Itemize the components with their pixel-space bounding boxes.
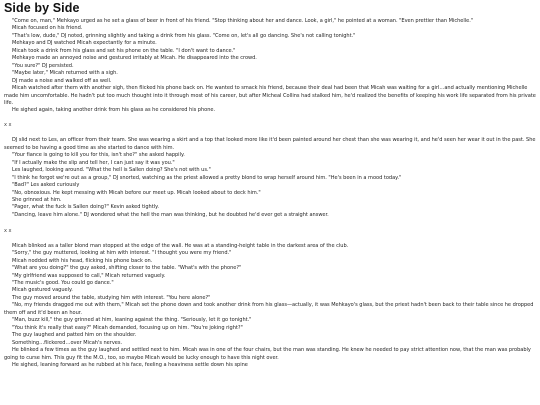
story-paragraph: DJ made a noise and walked off as well. bbox=[12, 77, 112, 84]
scene-break: x x bbox=[4, 122, 12, 129]
story-paragraph: "Come on, man," Mehkayo urged as he set a glass of beer in front of his friend. "Stop thinking about her and dance. Look, a girl," he pointed at a woman. "Even prettier than Michelle." bbox=[12, 18, 474, 24]
story-paragraph: Micah gestured vaguely. bbox=[12, 287, 73, 294]
story-paragraph: Mehkayo made an annoyed noise and gestured irritably at Micah. He disappeared into the crowd. bbox=[12, 55, 257, 62]
story-paragraph: Micah watched after them with another sigh, then flicked his phone back on. He wanted to smack his friend, because their deal had been that Micah was waiting for a girl…and actually mentioning Michelle made him uncomfortable. He hadn't put too much thought into it through most of his career, but after Micheal Collins had stalked him, he'd realized the benefits of keeping his work life separated from his private life. bbox=[4, 85, 536, 106]
story-paragraph: "Your fiance is going to kill you for this, isn't she?" she asked happily. bbox=[12, 152, 185, 159]
story-paragraph: "You sure?" DJ persisted. bbox=[12, 62, 74, 69]
story-paragraph: Micah focused on his friend. bbox=[12, 25, 83, 32]
story-paragraph: "No, obnoxious. He kept messing with Micah before our meet up. Micah looked about to deck him." bbox=[12, 189, 261, 196]
story-paragraph: She grinned at him. bbox=[12, 196, 62, 203]
story-paragraph: "Maybe later," Micah returned with a sigh. bbox=[12, 70, 118, 77]
story-paragraph: "No, my friends dragged me out with them," Micah set the phone down and took another drink from his glass—actually, it was Mehkayo's glass, but the priest hadn't been back to their table since he dropped them off and it'd been an hour. bbox=[4, 302, 534, 316]
story-paragraph: "Bad?" Les asked curiously bbox=[12, 182, 80, 189]
story-paragraph: He sighed, leaning forward as he rubbed at his face, feeling a heaviness settle down his spine bbox=[12, 362, 248, 368]
story-paragraph: "Sorry," the guy muttered, looking at him with interest. "I thought you were my friend." bbox=[12, 250, 232, 257]
story-paragraph: Something…flickered…over Micah's nerves. bbox=[12, 339, 123, 346]
story-paragraph: The guy laughed and patted him on the shoulder. bbox=[12, 332, 137, 339]
story-paragraph: "My girlfriend was supposed to call," Micah returned vaguely. bbox=[12, 272, 166, 279]
story-paragraph: Mehkayo and DJ watched Micah expectantly for a minute. bbox=[12, 40, 157, 47]
story-paragraph: He sighed again, taking another drink from his glass as he considered his phone. bbox=[12, 107, 216, 114]
scene-break: x x bbox=[4, 227, 12, 234]
story-paragraph: He blinked a few times as the guy laughed and settled next to him. Micah was in one of the four chairs, but the man was standing. He knew he needed to pay strict attention now, that the man was probably going to curse him. This guy fit the M.O., too, so maybe Micah would be lucky enough to have this night over. bbox=[4, 347, 531, 361]
story-paragraph: "Pager, what the fuck is Sallen doing?" Kevin asked tightly. bbox=[12, 204, 159, 211]
story-paragraph: "That's low, dude," DJ noted, grinning slightly and taking a drink from his glass. "Come on, let's all go dancing. She's not calling tonight." bbox=[12, 32, 356, 39]
story-paragraph: Les laughed, looking around. "What the hell is Sallen doing? She's not with us." bbox=[12, 167, 211, 174]
story-paragraph: Micah nodded with his head, flicking his phone back on. bbox=[12, 257, 153, 264]
story-paragraph: "If I actually make the slip and tell her, I can just say it was you." bbox=[12, 159, 175, 166]
story-paragraph: "You think it's really that easy?" Micah demanded, focusing up on him. "You're joking right?" bbox=[12, 324, 243, 331]
story-paragraph: The guy moved around the table, studying him with interest. "You here alone?" bbox=[12, 294, 211, 301]
story-paragraph: "Dancing, leave him alone." DJ wondered what the hell the man was thinking, but he doubted he'd ever get a straight answer. bbox=[12, 211, 329, 218]
story-paragraph: "I think he forgot we're out as a group," DJ snorted, watching as the priest allowed a pretty blond to wrap herself around him. "He's been in a mood today." bbox=[12, 174, 402, 181]
story-paragraph: "Man, buzz kill," the guy grinned at him, leaning against the thing. "Seriously, let it go tonight." bbox=[12, 317, 252, 324]
story-paragraph: DJ slid next to Les, an officer from their team. She was wearing a skirt and a top that looked more like it'd been painted around her chest than she was wearing it, and he'd seen her wear it out in the past. She seemed to be having a good time as she started to dance with him. bbox=[4, 137, 536, 151]
story-paragraph: "The music's good. You could go dance." bbox=[12, 280, 114, 287]
story-paragraph: "What are you doing?" the guy asked, shifting closer to the table. "What's with the phone?" bbox=[12, 265, 242, 272]
story-paragraph: Micah blinked as a taller blond man stopped at the edge of the wall. He was at a standing-height table in the darkest area of the club. bbox=[12, 242, 349, 249]
story-title: Side by Side bbox=[4, 1, 80, 15]
story-body bbox=[4, 18, 538, 369]
story-paragraph: Micah took a drink from his glass and set his phone on the table. "I don't want to dance." bbox=[12, 47, 236, 54]
